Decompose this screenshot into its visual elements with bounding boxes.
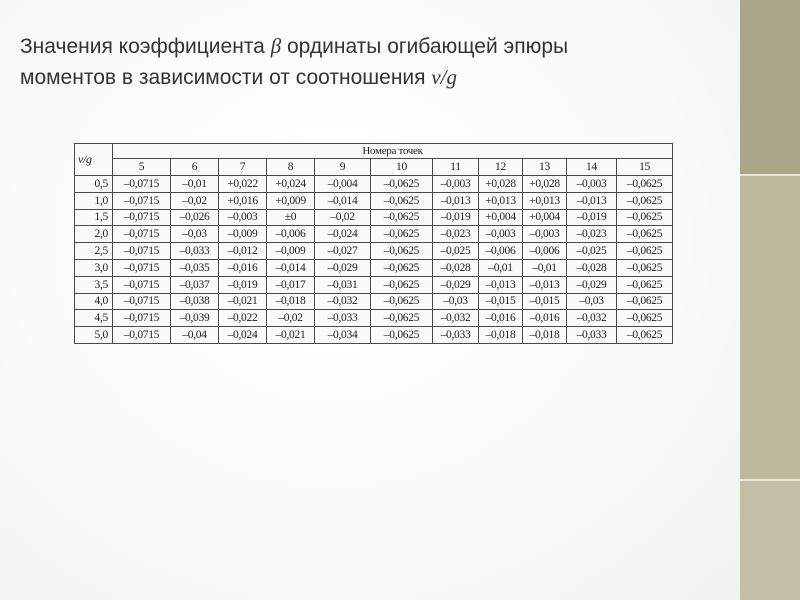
table-cell: –0,0715 [113, 327, 171, 344]
table-cell: –0,028 [567, 259, 617, 276]
title-line2-prefix: моментов в зависимости от соотношения [20, 66, 432, 89]
table-cell: –0,039 [171, 310, 219, 327]
row-ratio-cell: 4,5 [75, 310, 113, 327]
slide-title [20, 31, 720, 93]
table-cell: –0,018 [523, 327, 567, 344]
table-cell: –0,021 [219, 293, 267, 310]
coefficient-table-container [74, 143, 672, 344]
table-cell: –0,0715 [113, 209, 171, 226]
table-cell: –0,0625 [371, 209, 433, 226]
points-group-header: Номера точек [113, 144, 673, 159]
table-cell: –0,006 [479, 243, 523, 260]
table-cell: –0,0625 [371, 226, 433, 243]
table-cell: +0,009 [267, 192, 315, 209]
table-cell: –0,033 [315, 310, 371, 327]
table-cell: –0,02 [315, 209, 371, 226]
table-cell: –0,024 [219, 327, 267, 344]
table-row [75, 243, 673, 260]
table-cell: +0,004 [523, 209, 567, 226]
table-row [75, 327, 673, 344]
table-cell: –0,009 [219, 226, 267, 243]
table-cell: –0,0625 [617, 276, 673, 293]
table-cell: ±0 [267, 209, 315, 226]
table-cell: –0,0625 [371, 276, 433, 293]
table-cell: –0,006 [523, 243, 567, 260]
table-row [75, 226, 673, 243]
table-cell: –0,019 [433, 209, 479, 226]
table-cell: +0,016 [219, 192, 267, 209]
table-cell: –0,003 [219, 209, 267, 226]
table-cell: –0,023 [433, 226, 479, 243]
table-cell: –0,02 [267, 310, 315, 327]
table-cell: –0,035 [171, 259, 219, 276]
table-cell: –0,01 [479, 259, 523, 276]
column-header-row [75, 159, 673, 176]
table-row [75, 276, 673, 293]
table-body [75, 176, 673, 344]
table-cell: –0,013 [567, 192, 617, 209]
table-cell: –0,021 [267, 327, 315, 344]
table-cell: –0,0625 [371, 327, 433, 344]
table-cell: –0,027 [315, 243, 371, 260]
table-cell: +0,013 [479, 192, 523, 209]
table-row [75, 259, 673, 276]
beta-symbol: β [270, 34, 282, 58]
table-cell: –0,003 [567, 176, 617, 193]
table-cell: –0,0715 [113, 310, 171, 327]
table-corner-header: ν/g [75, 144, 113, 176]
table-cell: –0,029 [567, 276, 617, 293]
row-ratio-cell: 5,0 [75, 327, 113, 344]
table-cell: –0,023 [567, 226, 617, 243]
table-row [75, 310, 673, 327]
column-header: 11 [433, 159, 479, 176]
table-cell: –0,024 [315, 226, 371, 243]
table-cell: –0,0715 [113, 243, 171, 260]
table-cell: –0,03 [433, 293, 479, 310]
table-cell: –0,019 [567, 209, 617, 226]
table-cell: –0,032 [433, 310, 479, 327]
table-cell: –0,0625 [617, 226, 673, 243]
table-cell: –0,022 [219, 310, 267, 327]
column-header: 8 [267, 159, 315, 176]
table-row [75, 192, 673, 209]
table-cell: –0,016 [219, 259, 267, 276]
side-bar-separator [740, 479, 800, 481]
table-cell: –0,038 [171, 293, 219, 310]
table-cell: –0,013 [523, 276, 567, 293]
table-cell: –0,0625 [371, 176, 433, 193]
table-cell: –0,0625 [617, 243, 673, 260]
table-cell: –0,012 [219, 243, 267, 260]
table-cell: –0,0625 [617, 209, 673, 226]
table-cell: –0,017 [267, 276, 315, 293]
row-ratio-cell: 4,0 [75, 293, 113, 310]
table-cell: –0,0625 [371, 310, 433, 327]
table-cell: –0,0625 [617, 310, 673, 327]
row-ratio-cell: 2,0 [75, 226, 113, 243]
table-cell: +0,004 [479, 209, 523, 226]
column-header: 7 [219, 159, 267, 176]
table-cell: +0,024 [267, 176, 315, 193]
table-cell: –0,0715 [113, 259, 171, 276]
table-cell: –0,003 [523, 226, 567, 243]
table-row [75, 209, 673, 226]
title-line1-prefix: Значения коэффициента [20, 35, 271, 58]
table-cell: –0,0625 [617, 192, 673, 209]
table-cell: –0,025 [433, 243, 479, 260]
table-cell: –0,018 [479, 327, 523, 344]
table-cell: +0,028 [523, 176, 567, 193]
table-cell: –0,0715 [113, 176, 171, 193]
table-cell: –0,03 [171, 226, 219, 243]
table-cell: –0,0625 [617, 259, 673, 276]
column-header: 14 [567, 159, 617, 176]
table-cell: –0,01 [171, 176, 219, 193]
table-cell: –0,0625 [617, 327, 673, 344]
table-cell: –0,003 [479, 226, 523, 243]
table-cell: –0,015 [523, 293, 567, 310]
table-cell: –0,025 [567, 243, 617, 260]
table-cell: –0,0715 [113, 192, 171, 209]
table-cell: +0,022 [219, 176, 267, 193]
column-header: 5 [113, 159, 171, 176]
table-cell: –0,006 [267, 226, 315, 243]
table-cell: –0,0715 [113, 276, 171, 293]
table-cell: –0,032 [567, 310, 617, 327]
table-cell: –0,026 [171, 209, 219, 226]
side-bar-separator [740, 174, 800, 176]
table-cell: –0,0715 [113, 293, 171, 310]
table-cell: –0,034 [315, 327, 371, 344]
table-cell: +0,028 [479, 176, 523, 193]
table-cell: –0,0625 [371, 192, 433, 209]
table-cell: –0,014 [315, 192, 371, 209]
column-header: 10 [371, 159, 433, 176]
side-bar-segment-middle [740, 175, 800, 480]
table-cell: –0,037 [171, 276, 219, 293]
table-cell: –0,015 [479, 293, 523, 310]
title-line1-suffix: ординаты огибающей эпюры [281, 35, 569, 58]
table-cell: –0,029 [433, 276, 479, 293]
side-bar-segment-bottom [740, 480, 800, 600]
table-cell: –0,03 [567, 293, 617, 310]
table-cell: –0,003 [433, 176, 479, 193]
table-cell: –0,01 [523, 259, 567, 276]
table-cell: –0,033 [567, 327, 617, 344]
table-cell: –0,019 [219, 276, 267, 293]
row-ratio-cell: 1,5 [75, 209, 113, 226]
table-cell: –0,0625 [371, 259, 433, 276]
table-cell: –0,0625 [371, 243, 433, 260]
coefficient-table [74, 143, 673, 344]
table-cell: –0,013 [479, 276, 523, 293]
table-cell: –0,016 [479, 310, 523, 327]
table-cell: –0,013 [433, 192, 479, 209]
table-cell: –0,04 [171, 327, 219, 344]
table-cell: –0,0625 [371, 293, 433, 310]
table-cell: –0,004 [315, 176, 371, 193]
row-ratio-cell: 0,5 [75, 176, 113, 193]
table-cell: –0,014 [267, 259, 315, 276]
table-cell: –0,032 [315, 293, 371, 310]
row-ratio-cell: 3,5 [75, 276, 113, 293]
table-row [75, 176, 673, 193]
table-cell: –0,016 [523, 310, 567, 327]
table-cell: –0,029 [315, 259, 371, 276]
table-cell: –0,0625 [617, 176, 673, 193]
table-cell: –0,02 [171, 192, 219, 209]
table-cell: –0,028 [433, 259, 479, 276]
table-row [75, 293, 673, 310]
table-cell: –0,0715 [113, 226, 171, 243]
column-header: 9 [315, 159, 371, 176]
table-cell: –0,031 [315, 276, 371, 293]
table-cell: –0,018 [267, 293, 315, 310]
side-bar-segment-top [740, 0, 800, 175]
column-header: 12 [479, 159, 523, 176]
table-cell: –0,0625 [617, 293, 673, 310]
row-ratio-cell: 1,0 [75, 192, 113, 209]
column-header: 6 [171, 159, 219, 176]
row-ratio-cell: 3,0 [75, 259, 113, 276]
column-header: 15 [617, 159, 673, 176]
decorative-side-bar [740, 0, 800, 600]
table-cell: +0,013 [523, 192, 567, 209]
table-cell: –0,033 [171, 243, 219, 260]
column-header: 13 [523, 159, 567, 176]
ratio-symbol: ν/g [431, 65, 458, 89]
table-cell: –0,033 [433, 327, 479, 344]
row-ratio-cell: 2,5 [75, 243, 113, 260]
table-cell: –0,009 [267, 243, 315, 260]
